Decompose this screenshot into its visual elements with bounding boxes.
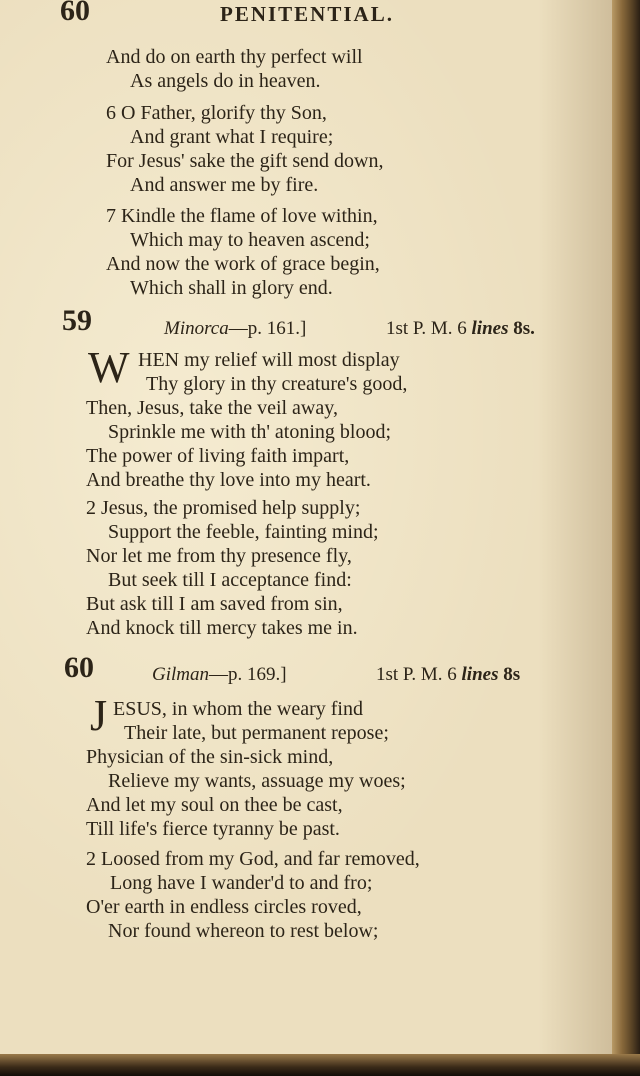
verse-line: Sprinkle me with th' atoning blood;	[108, 421, 392, 443]
page-edge	[612, 0, 640, 1076]
meter-lines: lines	[471, 318, 509, 339]
verse-line: Which may to heaven ascend;	[130, 229, 370, 251]
verse-line: And knock till mercy takes me in.	[86, 617, 358, 639]
drop-cap: W	[88, 343, 130, 392]
tune-reference	[164, 318, 306, 340]
verse-line: Physician of the sin-sick mind,	[86, 746, 334, 768]
verse-line: Relieve my wants, assuage my woes;	[108, 770, 406, 792]
tune-name: Minorca	[164, 318, 229, 339]
verse-line: And breathe thy love into my heart.	[86, 469, 371, 491]
verse-line: Support the feeble, fainting mind;	[108, 521, 379, 543]
meter-tail: 8s	[503, 664, 521, 685]
meter-label: 1st P. M. 6	[376, 664, 457, 685]
verse-line: The power of living faith impart,	[86, 445, 350, 467]
hymn-number: 60	[64, 651, 94, 684]
verse-line: But ask till I am saved from sin,	[86, 593, 343, 615]
verse-line: O'er earth in endless circles roved,	[86, 896, 362, 918]
verse-line: And do on earth thy perfect will	[106, 46, 363, 68]
verse-line: Long have I wander'd to and fro;	[110, 872, 373, 894]
verse-line: ESUS, in whom the weary find	[113, 698, 363, 720]
verse-line: 7 Kindle the flame of love within,	[106, 205, 378, 227]
verse-line: Nor found whereon to rest below;	[108, 920, 379, 942]
verse-line: And now the work of grace begin,	[106, 253, 380, 275]
meter-tail: 8s.	[513, 318, 535, 339]
verse-line: As angels do in heaven.	[130, 70, 321, 92]
verse-line: 2 Loosed from my God, and far removed,	[86, 848, 420, 870]
tune-reference	[152, 664, 287, 686]
page-header	[60, 0, 580, 30]
verse-line: But seek till I acceptance find:	[108, 569, 352, 591]
verse-line: Nor let me from thy presence fly,	[86, 545, 352, 567]
verse-line: Their late, but permanent repose;	[124, 722, 389, 744]
verse-line: Then, Jesus, take the veil away,	[86, 397, 338, 419]
verse-line: And answer me by fire.	[130, 174, 319, 196]
drop-cap: J	[90, 691, 108, 740]
meter	[386, 318, 535, 340]
tune-page: —p. 161.]	[228, 318, 307, 339]
verse-line: And grant what I require;	[130, 126, 334, 148]
running-title: PENITENTIAL.	[220, 2, 394, 26]
verse-line: Which shall in glory end.	[130, 277, 333, 299]
verse-line: Till life's fierce tyranny be past.	[86, 818, 340, 840]
verse-line: For Jesus' sake the gift send down,	[106, 150, 384, 172]
verse-line: 2 Jesus, the promised help supply;	[86, 497, 361, 519]
verse-line: 6 O Father, glorify thy Son,	[106, 102, 327, 124]
bottom-edge	[0, 1054, 640, 1076]
tune-name: Gilman	[152, 664, 209, 685]
meter	[376, 664, 520, 686]
meter-label: 1st P. M. 6	[386, 318, 467, 339]
page-number: 60	[60, 0, 90, 27]
meter-lines: lines	[461, 664, 499, 685]
tune-page: —p. 169.]	[209, 664, 287, 685]
hymn-number: 59	[62, 304, 92, 337]
verse-line: Thy glory in thy creature's good,	[146, 373, 408, 395]
verse-line: And let my soul on thee be cast,	[86, 794, 343, 816]
verse-line: HEN my relief will most display	[138, 349, 400, 371]
